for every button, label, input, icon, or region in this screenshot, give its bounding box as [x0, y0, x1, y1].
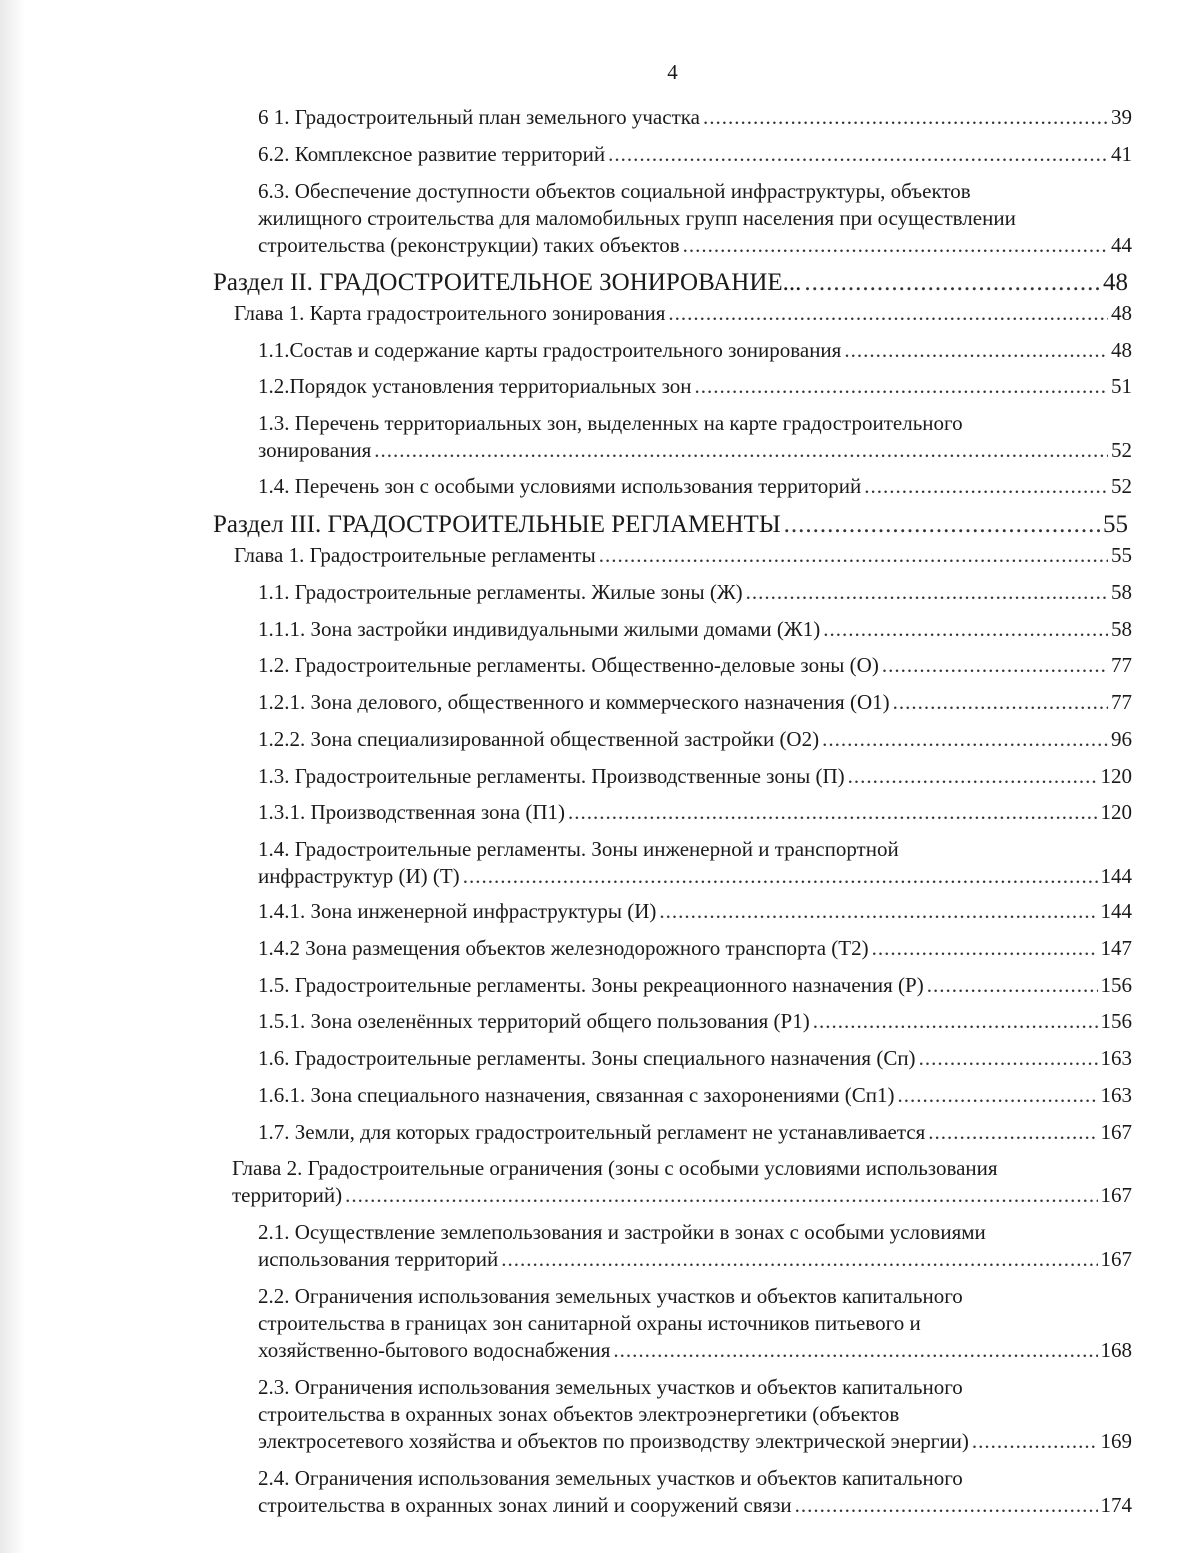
toc-entry-title: электросетевого хозяйства и объектов по производству электрической энергии): [258, 1429, 969, 1453]
toc-page-number: 156: [1100, 1009, 1132, 1033]
dot-leader: [928, 1119, 1097, 1146]
dot-leader: [844, 337, 1108, 364]
toc-page-number: 167: [1100, 1120, 1132, 1144]
toc-entry-title: строительства (реконструкции) таких объектов: [258, 233, 680, 257]
toc-entry-title: 1.6.1. Зона специального назначения, связанная с захоронениями (Сп1): [258, 1083, 895, 1107]
toc-page-number: 96: [1111, 727, 1132, 751]
toc-entry-1-3-1: [258, 799, 1132, 826]
toc-chapter-1: [234, 542, 1132, 569]
toc-entry-line: 2.1. Осуществление землепользования и застройки в зонах с особыми условиями: [258, 1220, 986, 1244]
toc-entry-line: 1.3. Перечень территориальных зон, выделенных на карте градостроительного: [258, 411, 963, 435]
toc-entry-title: 6 1. Градостроительный план земельного участка: [258, 105, 700, 129]
toc-page-number: 169: [1100, 1429, 1132, 1453]
page-number: 4: [667, 60, 678, 84]
toc-page-number: 55: [1111, 543, 1132, 567]
toc-entry-1-2: [258, 373, 1132, 400]
scan-edge: [0, 0, 26, 1553]
dot-leader: [374, 437, 1108, 464]
dot-leader: [608, 141, 1108, 168]
toc-page-number: 52: [1111, 438, 1132, 462]
toc-entry-1-4: [258, 473, 1132, 500]
toc-entry-title: 1.2.1. Зона делового, общественного и коммерческого назначения (О1): [258, 690, 890, 714]
toc-entry-6-2: [258, 141, 1132, 168]
dot-leader: [463, 863, 1098, 890]
toc-entry-1-5: [258, 972, 1132, 999]
toc-entry-title: 1.5.1. Зона озеленённых территорий общего пользования (Р1): [258, 1009, 810, 1033]
toc-entry-1-1-1: [258, 616, 1132, 643]
toc-entry-1-3: [258, 410, 1132, 464]
toc-entry-1-4: [258, 836, 1132, 890]
toc-entry-line: строительства в границах зон санитарной охраны источников питьевого и: [258, 1311, 921, 1335]
toc-entry-title: 1.2. Градостроительные регламенты. Общественно-деловые зоны (О): [258, 653, 879, 677]
dot-leader: [345, 1182, 1097, 1209]
toc-page-number: 174: [1100, 1493, 1132, 1517]
toc-chapter-1: [234, 300, 1132, 327]
dot-leader: [683, 232, 1108, 259]
toc-entry-title: использования территорий: [258, 1247, 499, 1271]
dot-leader: [804, 268, 1100, 298]
toc-entry-1-7: [258, 1119, 1132, 1146]
toc-page-number: 48: [1111, 338, 1132, 362]
dot-leader: [746, 579, 1108, 606]
toc-entry-line: 2.2. Ограничения использования земельных участков и объектов капитального: [258, 1284, 963, 1308]
toc-entry-line: 2.3. Ограничения использования земельных участков и объектов капитального: [258, 1375, 963, 1399]
toc-page-number: 147: [1100, 936, 1132, 960]
toc-page-number: 51: [1111, 374, 1132, 398]
dot-leader: [823, 616, 1108, 643]
toc-entry-line: жилищного строительства для маломобильных групп населения при осуществлении: [258, 206, 1016, 230]
toc-entry-title: зонирования: [258, 438, 372, 462]
dot-leader: [864, 473, 1108, 500]
toc-page-number: 44: [1111, 233, 1132, 257]
toc-entry-1-2-1: [258, 689, 1132, 716]
dot-leader: [599, 542, 1108, 569]
dot-leader: [795, 1492, 1098, 1519]
toc-entry-2-4: [258, 1465, 1132, 1519]
toc-page-number: 163: [1100, 1083, 1132, 1107]
toc-entry-1-4-2: [258, 935, 1132, 962]
toc-entry-title: строительства в охранных зонах линий и сооружений связи: [258, 1493, 792, 1517]
toc-page-number: 120: [1100, 764, 1132, 788]
toc-page-number: 144: [1100, 864, 1132, 888]
toc-entry-1-1: [258, 337, 1132, 364]
toc-section-2: [213, 268, 1128, 298]
toc-entry-title: 1.7. Земли, для которых градостроительный регламент не устанавливается: [258, 1120, 926, 1144]
toc-entry-title: Раздел II. ГРАДОСТРОИТЕЛЬНОЕ ЗОНИРОВАНИЕ...: [213, 269, 802, 296]
toc-entry-title: инфраструктур (И) (Т): [258, 864, 460, 888]
toc-entry-line: Глава 2. Градостроительные ограничения (зоны с особыми условиями использования: [232, 1156, 998, 1180]
dot-leader: [703, 104, 1108, 131]
toc-entry-title: 1.3. Градостроительные регламенты. Производственные зоны (П): [258, 764, 845, 788]
toc-entry-line: строительства в охранных зонах объектов электроэнергетики (объектов: [258, 1402, 900, 1426]
toc-page-number: 52: [1111, 474, 1132, 498]
toc-entry-number: 1.1.: [258, 338, 290, 362]
toc-entry-title: территорий): [232, 1183, 343, 1207]
dot-leader: [882, 652, 1108, 679]
toc-entry-title: 1.4. Перечень зон с особыми условиями использования территорий: [258, 474, 862, 498]
toc-entry-1-4-1: [258, 898, 1132, 925]
toc-entry-line: 1.4. Градостроительные регламенты. Зоны инженерной и транспортной: [258, 837, 899, 861]
toc-entry-1-2: [258, 652, 1132, 679]
toc-entry-2-1: [258, 1219, 1132, 1273]
toc-entry-title: Глава 1. Градостроительные регламенты: [234, 543, 596, 567]
toc-page-number: 168: [1100, 1338, 1132, 1362]
toc-entry-1-6: [258, 1045, 1132, 1072]
toc-entry-title: Глава 1. Карта градостроительного зонирования: [234, 301, 666, 325]
toc-entry-6-1: [258, 104, 1132, 131]
dot-leader: [568, 799, 1097, 826]
dot-leader: [919, 1045, 1098, 1072]
toc-entry-title: 1.4.2 Зона размещения объектов железнодорожного транспорта (Т2): [258, 936, 869, 960]
toc-entry-title: 1.4.1. Зона инженерной инфраструктуры (И): [258, 899, 657, 923]
dot-leader: [848, 763, 1098, 790]
toc-entry-title: 6.2. Комплексное развитие территорий: [258, 142, 606, 166]
toc-entry-6-3: [258, 178, 1132, 259]
toc-chapter-2: [232, 1155, 1132, 1209]
toc-page-number: 48: [1103, 269, 1128, 296]
toc-page-number: 55: [1103, 511, 1128, 538]
toc-entry-title: 1.5. Градостроительные регламенты. Зоны рекреационного назначения (Р): [258, 973, 924, 997]
toc-entry-line: 2.4. Ограничения использования земельных участков и объектов капитального: [258, 1466, 963, 1490]
toc-page-number: 120: [1100, 800, 1132, 824]
dot-leader: [927, 972, 1098, 999]
toc-entry-2-3: [258, 1374, 1132, 1455]
toc-entry-1-6-1: [258, 1082, 1132, 1109]
toc-entry-title: 1.1.1. Зона застройки индивидуальными жилыми домами (Ж1): [258, 617, 821, 641]
toc-entry-title: хозяйственно-бытового водоснабжения: [258, 1338, 611, 1362]
toc-entry-line: 6.3. Обеспечение доступности объектов социальной инфраструктуры, объектов: [258, 179, 971, 203]
toc-page-number: 167: [1100, 1247, 1132, 1271]
toc-page-number: 77: [1111, 653, 1132, 677]
toc-page-number: 48: [1111, 301, 1132, 325]
dot-leader: [659, 898, 1097, 925]
toc-page-number: 167: [1100, 1183, 1132, 1207]
toc-page-number: 156: [1100, 973, 1132, 997]
dot-leader: [784, 510, 1100, 540]
toc-entry-title: Порядок установления территориальных зон: [289, 374, 692, 398]
toc-page-number: 41: [1111, 142, 1132, 166]
toc-entry-1-2-2: [258, 726, 1132, 753]
dot-leader: [695, 373, 1108, 400]
toc-entry-title: Раздел III. ГРАДОСТРОИТЕЛЬНЫЕ РЕГЛАМЕНТЫ: [213, 511, 781, 538]
toc-entry-1-1: [258, 579, 1132, 606]
toc-entry-title: 1.6. Градостроительные регламенты. Зоны специального назначения (Сп): [258, 1046, 916, 1070]
toc-entry-title: Состав и содержание карты градостроительного зонирования: [289, 338, 842, 362]
dot-leader: [897, 1082, 1097, 1109]
dot-leader: [893, 689, 1108, 716]
toc-entry-title: 1.2.2. Зона специализированной общественной застройки (О2): [258, 727, 820, 751]
dot-leader: [813, 1008, 1098, 1035]
toc-page-number: 58: [1111, 580, 1132, 604]
toc-entry-number: 1.2.: [258, 374, 290, 398]
dot-leader: [972, 1428, 1098, 1455]
toc-entry-2-2: [258, 1283, 1132, 1364]
toc-page-number: 163: [1100, 1046, 1132, 1070]
toc-page-number: 77: [1111, 690, 1132, 714]
toc-section-3: [213, 510, 1128, 540]
toc-entry-title: 1.3.1. Производственная зона (П1): [258, 800, 566, 824]
dot-leader: [668, 300, 1108, 327]
dot-leader: [872, 935, 1098, 962]
dot-leader: [613, 1337, 1097, 1364]
toc-entry-title: 1.1. Градостроительные регламенты. Жилые зоны (Ж): [258, 580, 743, 604]
dot-leader: [501, 1246, 1097, 1273]
toc-entry-1-3: [258, 763, 1132, 790]
toc-entry-1-5-1: [258, 1008, 1132, 1035]
dot-leader: [822, 726, 1108, 753]
toc-page-number: 58: [1111, 617, 1132, 641]
toc-page-number: 39: [1111, 105, 1132, 129]
toc-page-number: 144: [1100, 899, 1132, 923]
